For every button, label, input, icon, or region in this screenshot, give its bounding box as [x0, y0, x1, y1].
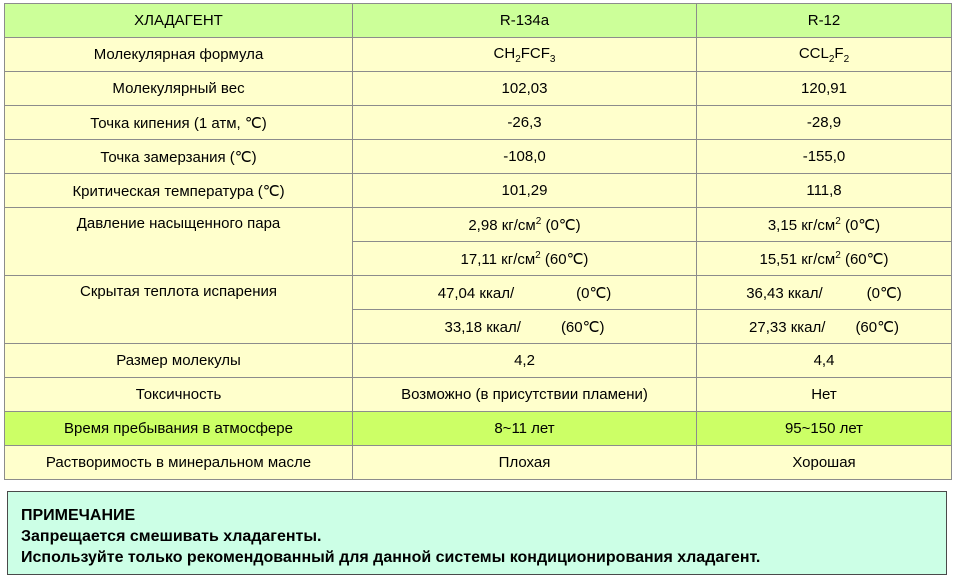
row-label-formula: Молекулярная формула [5, 38, 353, 72]
row-label-solubility: Растворимость в минеральном масле [5, 446, 353, 480]
note-line-1: Запрещается смешивать хладагенты. [21, 528, 322, 545]
boiling-r134a: -26,3 [353, 106, 697, 140]
table-row [5, 208, 952, 242]
table-row [5, 344, 952, 378]
table-row [5, 446, 952, 480]
toxicity-r12: Нет [697, 378, 952, 412]
row-label-boiling: Точка кипения (1 атм, ℃) [5, 106, 353, 140]
table-row [5, 276, 952, 310]
table-row [5, 140, 952, 174]
lifetime-r12: 95~150 лет [697, 412, 952, 446]
table-row-highlighted [5, 412, 952, 446]
row-label-pressure: Давление насыщенного пара [5, 208, 353, 276]
latent-r134a-0c: 47,04 ккал/ (0℃) [353, 276, 697, 310]
toxicity-r134a: Возможно (в присутствии пламени) [353, 378, 697, 412]
row-label-lifetime: Время пребывания в атмосфере [5, 412, 353, 446]
solubility-r12: Хорошая [697, 446, 952, 480]
latent-r12-0c: 36,43 ккал/ (0℃) [697, 276, 952, 310]
critical-r12: 111,8 [697, 174, 952, 208]
table-row [5, 72, 952, 106]
size-r134a: 4,2 [353, 344, 697, 378]
lifetime-r134a: 8~11 лет [353, 412, 697, 446]
note-title: ПРИМЕЧАНИЕ [21, 507, 136, 524]
table-header-row [5, 4, 952, 38]
boiling-r12: -28,9 [697, 106, 952, 140]
header-r134a: R-134a [353, 4, 697, 38]
row-label-size: Размер молекулы [5, 344, 353, 378]
header-refrigerant: ХЛАДАГЕНТ [5, 4, 353, 38]
row-label-freezing: Точка замерзания (℃) [5, 140, 353, 174]
table-row [5, 38, 952, 72]
row-label-latent-heat: Скрытая теплота испарения [5, 276, 353, 344]
refrigerant-spec-table [4, 3, 952, 480]
critical-r134a: 101,29 [353, 174, 697, 208]
latent-r134a-60c: 33,18 ккал/ (60℃) [353, 310, 697, 344]
row-label-toxicity: Токсичность [5, 378, 353, 412]
table-row [5, 378, 952, 412]
pressure-r12-60c: 15,51 $кг/см^2$ (60℃) [697, 242, 952, 276]
latent-r12-60c: 27,33 ккал/ (60℃) [697, 310, 952, 344]
note-box [7, 491, 947, 575]
formula-r134a: $CH_2FCF_3$ [353, 38, 697, 72]
table-row [5, 174, 952, 208]
size-r12: 4,4 [697, 344, 952, 378]
note-line-2: Используйте только рекомендованный для данной системы кондиционирования хладагент. [21, 549, 761, 566]
table-row [5, 106, 952, 140]
weight-r134a: 102,03 [353, 72, 697, 106]
header-r12: R-12 [697, 4, 952, 38]
pressure-r134a-60c: 17,11 $кг/см^2$ (60℃) [353, 242, 697, 276]
solubility-r134a: Плохая [353, 446, 697, 480]
row-label-weight: Молекулярный вес [5, 72, 353, 106]
pressure-r134a-0c: 2,98 $кг/см^2$ (0℃) [353, 208, 697, 242]
row-label-critical: Критическая температура (℃) [5, 174, 353, 208]
freezing-r134a: -108,0 [353, 140, 697, 174]
freezing-r12: -155,0 [697, 140, 952, 174]
formula-r12: $CCL_2F_2$ [697, 38, 952, 72]
weight-r12: 120,91 [697, 72, 952, 106]
pressure-r12-0c: 3,15 $кг/см^2$ (0℃) [697, 208, 952, 242]
